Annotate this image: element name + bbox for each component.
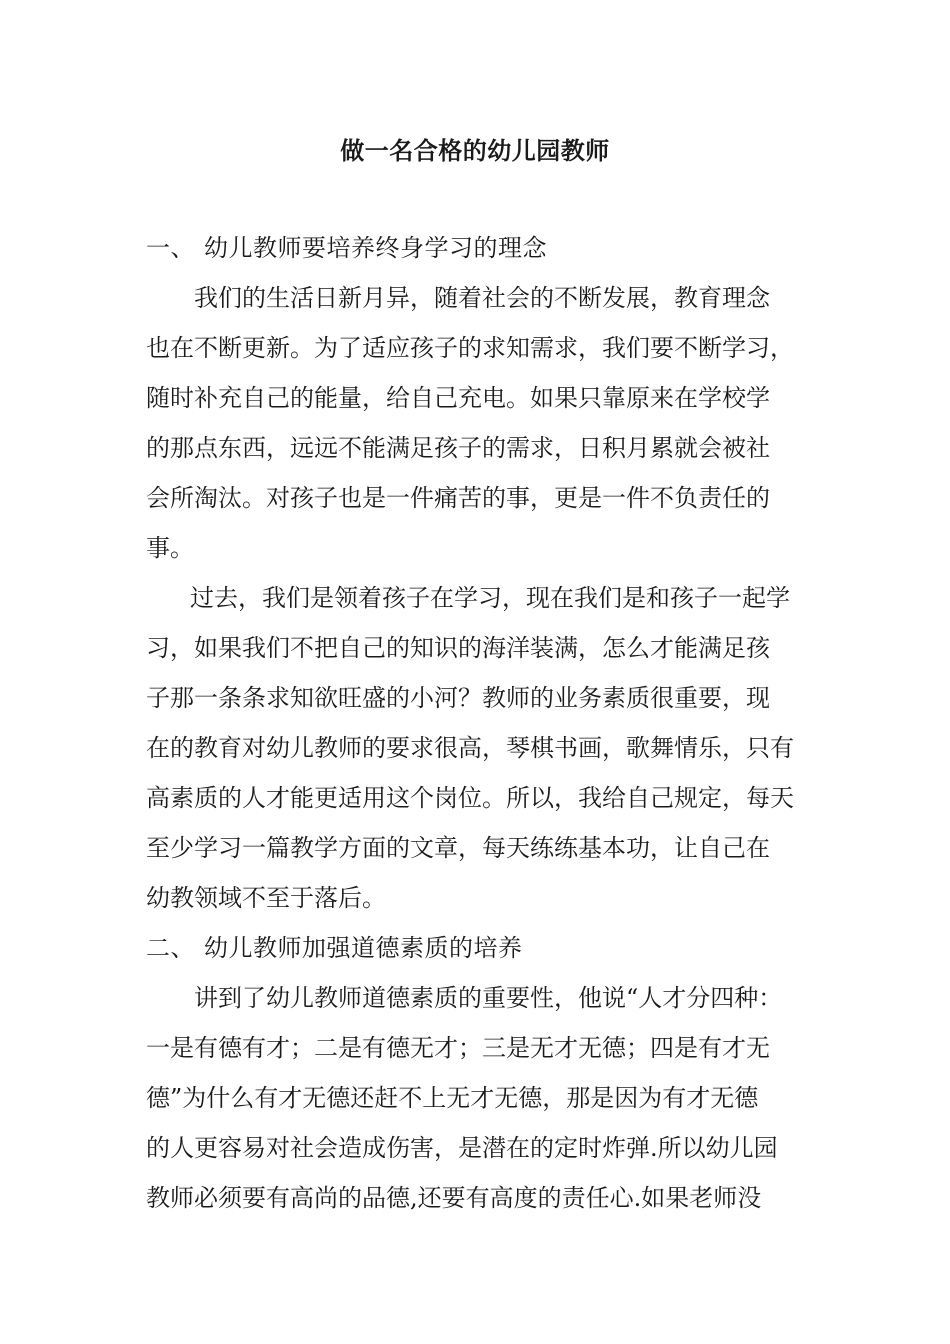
paragraph-line: 的那点东西，远远不能满足孩子的需求，日积月累就会被社 [146, 434, 770, 462]
paragraph-line: 高素质的人才能更适用这个岗位。所以，我给自己规定，每天 [146, 784, 794, 812]
paragraph-line: 在的教育对幼儿教师的要求很高，琴棋书画，歌舞情乐，只有 [146, 734, 794, 762]
paragraph-line: 教师必须要有高尚的品德,还要有高度的责任心.如果老师没 [146, 1184, 762, 1212]
paragraph-line: 我们的生活日新月异，随着社会的不断发展，教育理念 [194, 284, 770, 312]
document-title: 做一名合格的幼儿园教师 [340, 136, 610, 165]
paragraph-line: 习，如果我们不把自己的知识的海洋装满，怎么才能满足孩 [146, 634, 770, 662]
paragraph-line: 讲到了幼儿教师道德素质的重要性，他说“人才分四种： [194, 984, 783, 1012]
section-2-heading [146, 930, 523, 966]
paragraph-line: 幼教领域不至于落后。 [146, 884, 386, 912]
paragraph-line: 子那一条条求知欲旺盛的小河？教师的业务素质很重要，现 [146, 684, 770, 712]
paragraph-line: 也在不断更新。为了适应孩子的求知需求，我们要不断学习， [146, 334, 794, 362]
section-2-heading-text: 幼儿教师加强道德素质的培养 [204, 934, 523, 962]
section-2-number: 二、 [146, 934, 195, 962]
paragraph-line: 至少学习一篇教学方面的文章，每天练练基本功，让自己在 [146, 834, 770, 862]
section-1-heading [146, 230, 547, 266]
paragraph-line: 事。 [146, 534, 194, 562]
section-1-heading-text: 幼儿教师要培养终身学习的理念 [204, 234, 547, 262]
paragraph-line: 过去，我们是领着孩子在学习，现在我们是和孩子一起学 [190, 584, 790, 612]
paragraph-line: 德”为什么有才无德还赶不上无才无德，那是因为有才无德 [146, 1084, 759, 1112]
paragraph-line: 会所淘汰。对孩子也是一件痛苦的事，更是一件不负责任的 [146, 484, 770, 512]
paragraph-line: 一是有德有才；二是有德无才；三是无才无德；四是有才无 [146, 1034, 770, 1062]
paragraph-line: 的人更容易对社会造成伤害，是潜在的定时炸弹.所以幼儿园 [146, 1134, 778, 1162]
section-1-number: 一、 [146, 234, 195, 262]
paragraph-line: 随时补充自己的能量，给自己充电。如果只靠原来在学校学 [146, 384, 770, 412]
